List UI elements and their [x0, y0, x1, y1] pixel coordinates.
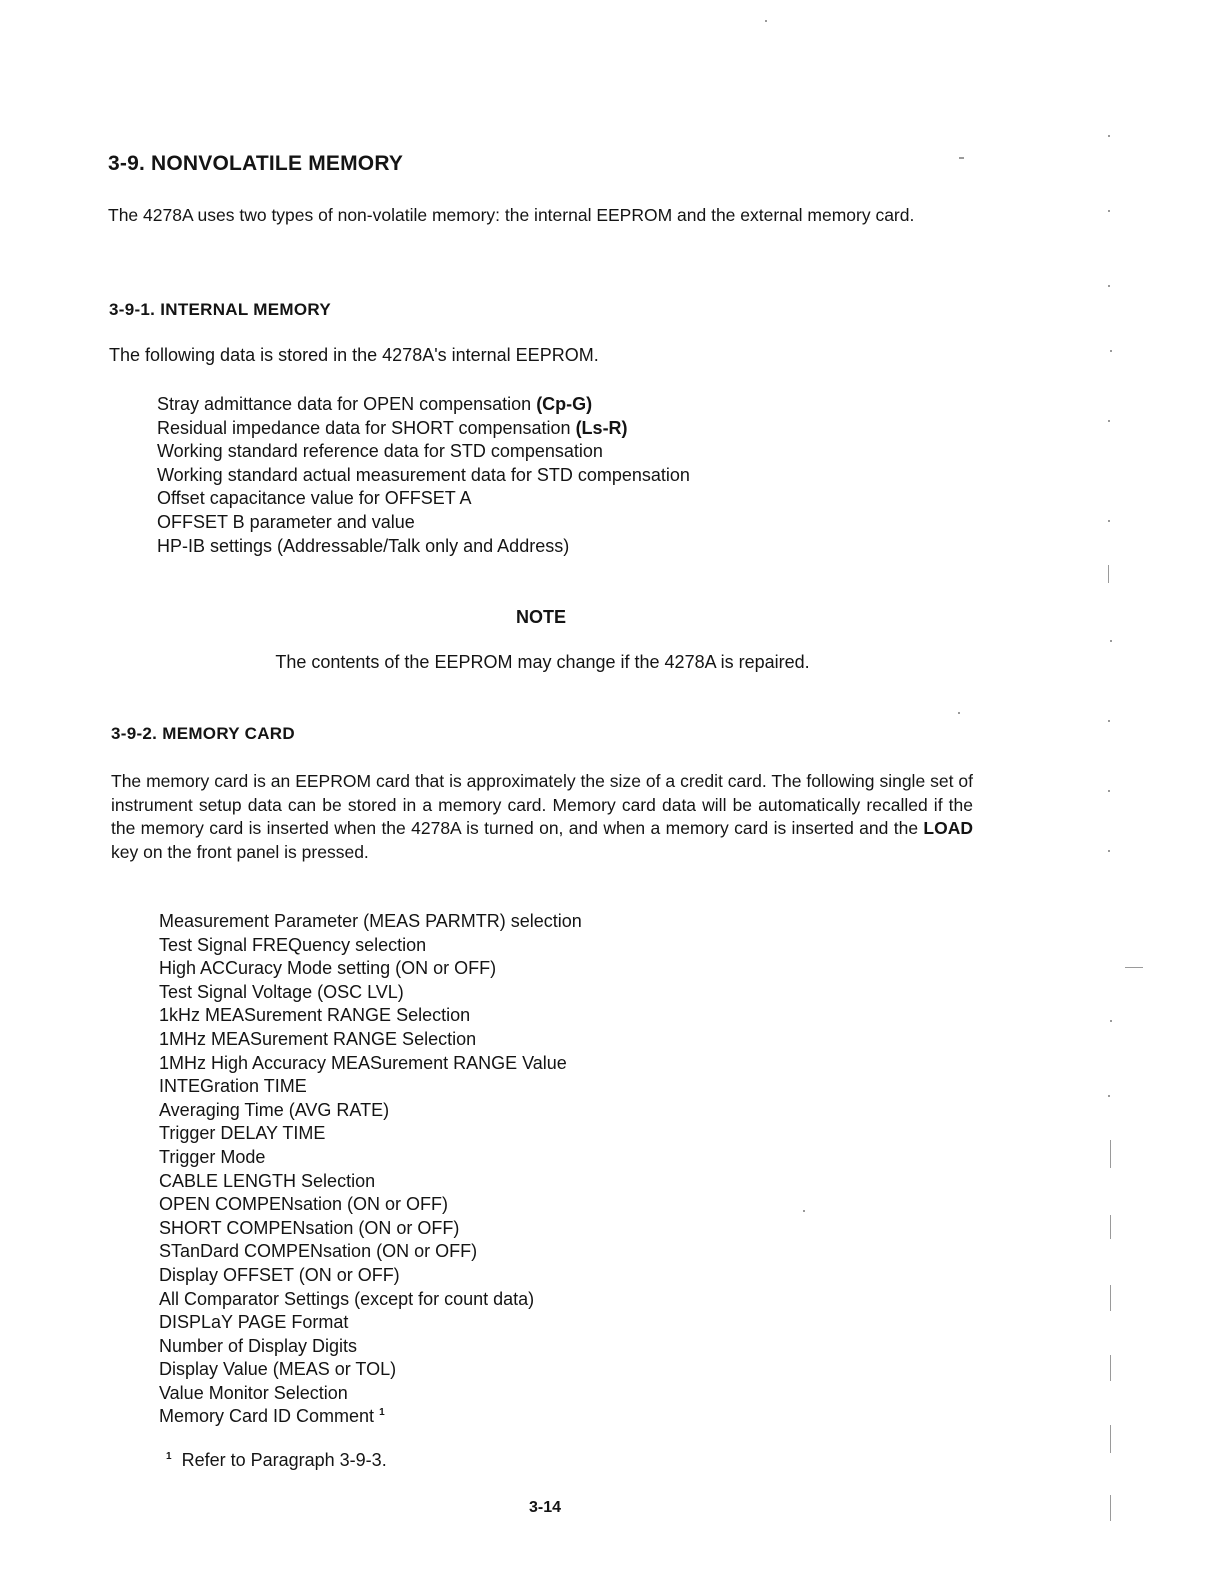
list-item: DISPLaY PAGE Format [159, 1312, 349, 1333]
load-key-label: LOAD [923, 818, 973, 838]
memory-card-paragraph: The memory card is an EEPROM card that is approximately the size of a credit card. The following single set of instrument setup data can be stored in a memory card. Memory card data will be automatically recalled if the the memory card is inserted when the 4278A is turned on, and when a memory card is inserted and the LOAD key on the front panel is pressed. [111, 771, 973, 862]
memory-card-heading: 3-9-2. MEMORY CARD [111, 724, 295, 743]
list-item: Number of Display Digits [159, 1335, 358, 1356]
list-item: Test Signal Voltage (OSC LVL) [159, 981, 404, 1002]
list-item: STanDard COMPENsation (ON or OFF) [159, 1241, 478, 1262]
list-item: All Comparator Settings (except for count data) [159, 1288, 535, 1309]
note-title: NOTE [515, 607, 566, 627]
list-item: Averaging Time (AVG RATE) [159, 1099, 390, 1120]
section-title: 3-9. NONVOLATILE MEMORY [108, 152, 404, 175]
list-item: Trigger DELAY TIME [159, 1123, 326, 1144]
list-item: HP-IB settings (Addressable/Talk only and Address) [157, 535, 570, 556]
intro-paragraph: The 4278A uses two types of non-volatile memory: the internal EEPROM and the external memory card. [108, 205, 915, 225]
list-item: High ACCuracy Mode setting (ON or OFF) [159, 958, 497, 979]
list-item: OPEN COMPENsation (ON or OFF) [159, 1194, 449, 1215]
list-item: Working standard reference data for STD compensation [157, 441, 603, 462]
page-number: 3-14 [528, 1499, 562, 1516]
list-item: INTEGration TIME [159, 1076, 307, 1097]
list-item: OFFSET B parameter and value [157, 511, 415, 532]
list-item: 1MHz High Accuracy MEASurement RANGE Value [159, 1052, 567, 1073]
internal-memory-lead: The following data is stored in the 4278A's internal EEPROM. [109, 345, 599, 365]
list-item: Display OFFSET (ON or OFF) [159, 1264, 400, 1285]
list-item: Value Monitor Selection [159, 1382, 348, 1403]
internal-memory-list [157, 393, 690, 558]
footnote-reference: 1 [379, 1407, 385, 1419]
list-item: Display Value (MEAS or TOL) [159, 1359, 397, 1380]
list-item: Working standard actual measurement data for STD compensation [157, 464, 690, 485]
list-item: Test Signal FREQuency selection [159, 934, 427, 955]
list-item: Offset capacitance value for OFFSET A [157, 488, 472, 509]
memory-card-list [159, 910, 582, 1429]
footnote-mark: 1 [166, 1451, 172, 1462]
list-item: Residual impedance data for SHORT compensation (Ls-R) [157, 417, 628, 438]
internal-memory-heading: 3-9-1. INTERNAL MEMORY [109, 300, 331, 319]
list-item: Trigger Mode [159, 1146, 266, 1167]
list-item: 1MHz MEASurement RANGE Selection [159, 1028, 477, 1049]
list-item: Measurement Parameter (MEAS PARMTR) selection [159, 911, 582, 931]
list-item: CABLE LENGTH Selection [159, 1170, 376, 1191]
list-item: 1kHz MEASurement RANGE Selection [159, 1005, 471, 1026]
list-item: SHORT COMPENsation (ON or OFF) [159, 1217, 460, 1238]
list-item: Memory Card ID Comment $^1$ [159, 1406, 385, 1427]
list-item: Stray admittance data for OPEN compensation (Cp-G) [157, 394, 593, 414]
footnote: $^1$ Refer to Paragraph 3-9-3. [166, 1450, 387, 1470]
note-text: The contents of the EEPROM may change if the 4278A is repaired. [275, 652, 810, 672]
